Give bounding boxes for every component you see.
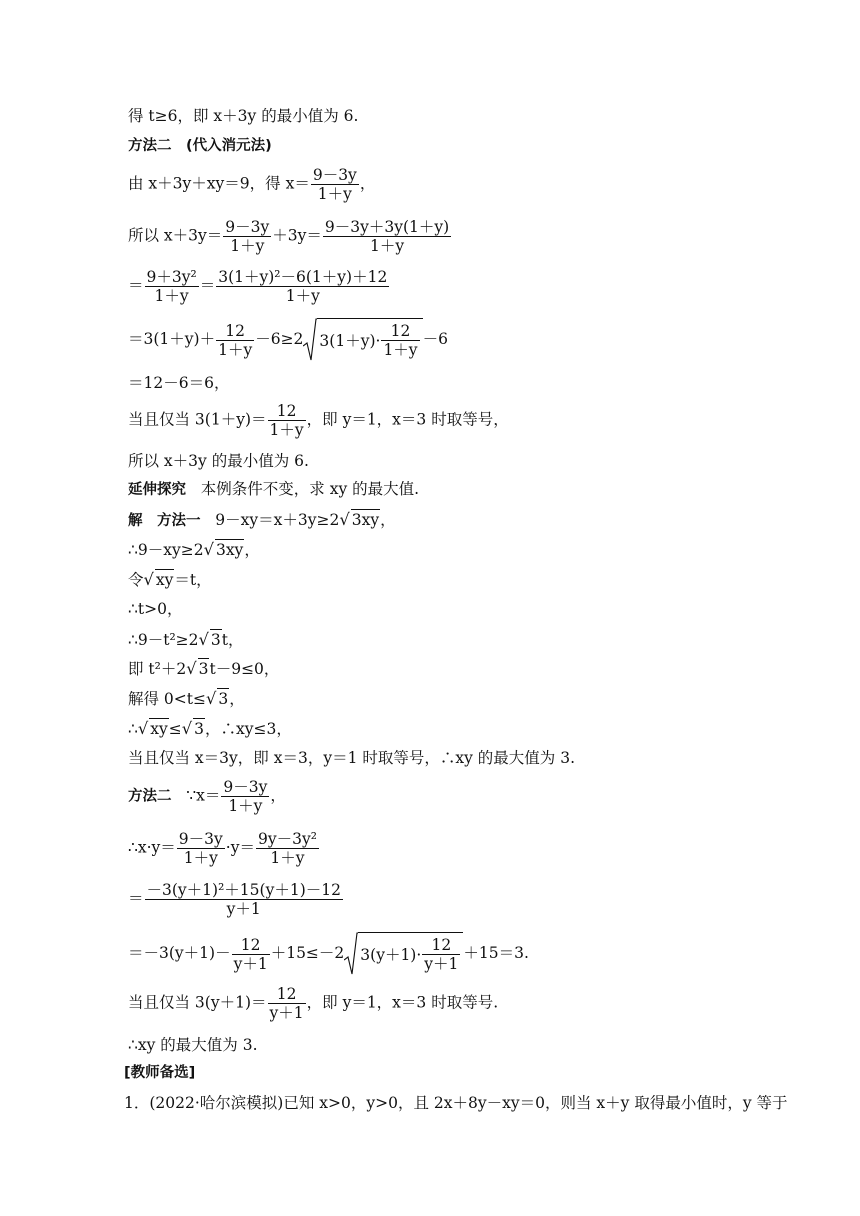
math-line: 解 方法一 9－xy＝x＋3y≥2√ 3xy， — [128, 510, 396, 529]
math-line: 当且仅当 3(y＋1)＝ $\frac{12}{y+1}$ ，即 y＝1，x＝3 时取等号. — [128, 985, 499, 1022]
text-line: ∴t>0， — [128, 600, 183, 618]
text: 由 x＋3y＋xy＝9，得 x＝ — [128, 174, 310, 193]
math-line: 所以 x＋3y＝ $\frac{9-3y}{1+y}$ ＋3y＝ $\frac{9-3y+3y(1+y)}{1+y}$ — [128, 218, 450, 255]
method-heading: 方法二 — [128, 788, 172, 805]
fraction: $\frac{\text{3(1＋y)²－6(1＋y)＋12}}{1+y}$ — [218, 268, 388, 305]
math-line: ＝3(1＋y)＋ $\frac{12}{1+y}$ －6≥2 3(1＋y)· 12 1＋y －6 — [128, 318, 448, 362]
math-line: 由 x＋3y＋xy＝9，得 x＝ $\frac{9-3y}{1+y}$ ， — [128, 166, 376, 203]
math-line: ∴9－t²≥2√ 3t， — [128, 630, 244, 649]
fraction: $\frac{9-3y}{1+y}$ — [178, 830, 223, 867]
fraction: $\frac{9-3y+3y(1+y)}{1+y}$ — [324, 218, 450, 255]
text-line: 所以 x＋3y 的最小值为 6. — [128, 452, 309, 470]
math-line: ∴√ xy≤√ 3，∴xy≤3， — [128, 719, 292, 738]
fraction: $\frac{9-3y}{1+y}$ — [225, 218, 270, 255]
fraction: $\frac{\text{9y－3y²}}{1+y}$ — [257, 830, 317, 867]
fraction: $\frac{9-3y}{1+y}$ — [223, 778, 268, 815]
radical: 3(y＋1)· 12 y＋1 — [344, 932, 463, 976]
math-line: 令√ xy＝t， — [128, 570, 212, 589]
text-line: 得 t≥6，即 x＋3y 的最小值为 6. — [128, 107, 359, 125]
fraction: $\frac{12}{1+y}$ — [269, 402, 304, 439]
math-line: ∴x·y＝ $\frac{9-3y}{1+y}$ ·y＝ $\frac{\text{9y－3y²}}{1+y}$ — [128, 830, 317, 867]
radical: 3(1＋y)· 12 1＋y — [303, 318, 422, 362]
math-line: ＝ $\frac{\text{－3(y＋1)²＋15(y＋1)－12}}{y+1}$ — [128, 881, 341, 918]
math-line: 解得 0<t≤√ 3， — [128, 689, 245, 708]
fraction: $\frac{\text{－3(y＋1)²＋15(y＋1)－12}}{y+1}$ — [146, 881, 341, 918]
fraction: $\frac{\text{9＋3y²}}{1+y}$ — [146, 268, 197, 305]
math-line: ＝ $\frac{\text{9＋3y²}}{1+y}$ ＝ $\frac{\text{3(1＋y)²－6(1＋y)＋12}}{1+y}$ — [128, 268, 388, 305]
text-line: ∴xy 的最大值为 3. — [128, 1036, 258, 1054]
fraction: $\frac{12}{y+1}$ — [269, 985, 304, 1022]
fraction: $\frac{12}{1+y}$ — [218, 321, 253, 359]
method-heading: 方法二 (代入消元法) — [128, 138, 272, 154]
math-line: ∴9－xy≥2√ 3xy， — [128, 540, 260, 559]
extension-heading: 延伸探究 — [128, 482, 186, 498]
text-line: 当且仅当 x＝3y，即 x＝3，y＝1 时取等号，∴xy 的最大值为 3. — [128, 749, 576, 767]
method-heading: 解 方法一 — [128, 513, 201, 529]
fraction: $\frac{9-3y}{1+y}$ — [312, 166, 357, 203]
section-heading: [教师备选] — [124, 1065, 196, 1081]
math-line: ＝－3(y＋1)－ $\frac{12}{y+1}$ ＋15≤－2 3(y＋1)· 12 y＋1 ＋15＝3. — [128, 932, 529, 976]
math-line: 方法二 ∵x＝ $\frac{9-3y}{1+y}$ ， — [128, 778, 286, 815]
text-line: ＝12－6＝6， — [128, 374, 230, 392]
math-line: 当且仅当 3(1＋y)＝ $\frac{12}{1+y}$ ，即 y＝1，x＝3 时取等号， — [128, 402, 509, 439]
question-text: 1．(2022·哈尔滨模拟)已知 x>0，y>0，且 2x＋8y－xy＝0，则当 x＋y 取得最小值时，y 等于 — [124, 1094, 788, 1112]
math-line: 即 t²＋2√ 3t－9≤0， — [128, 659, 280, 678]
fraction: $\frac{12}{y+1}$ — [233, 935, 268, 973]
extension-line: 延伸探究 本例条件不变，求 xy 的最大值. — [128, 480, 420, 498]
